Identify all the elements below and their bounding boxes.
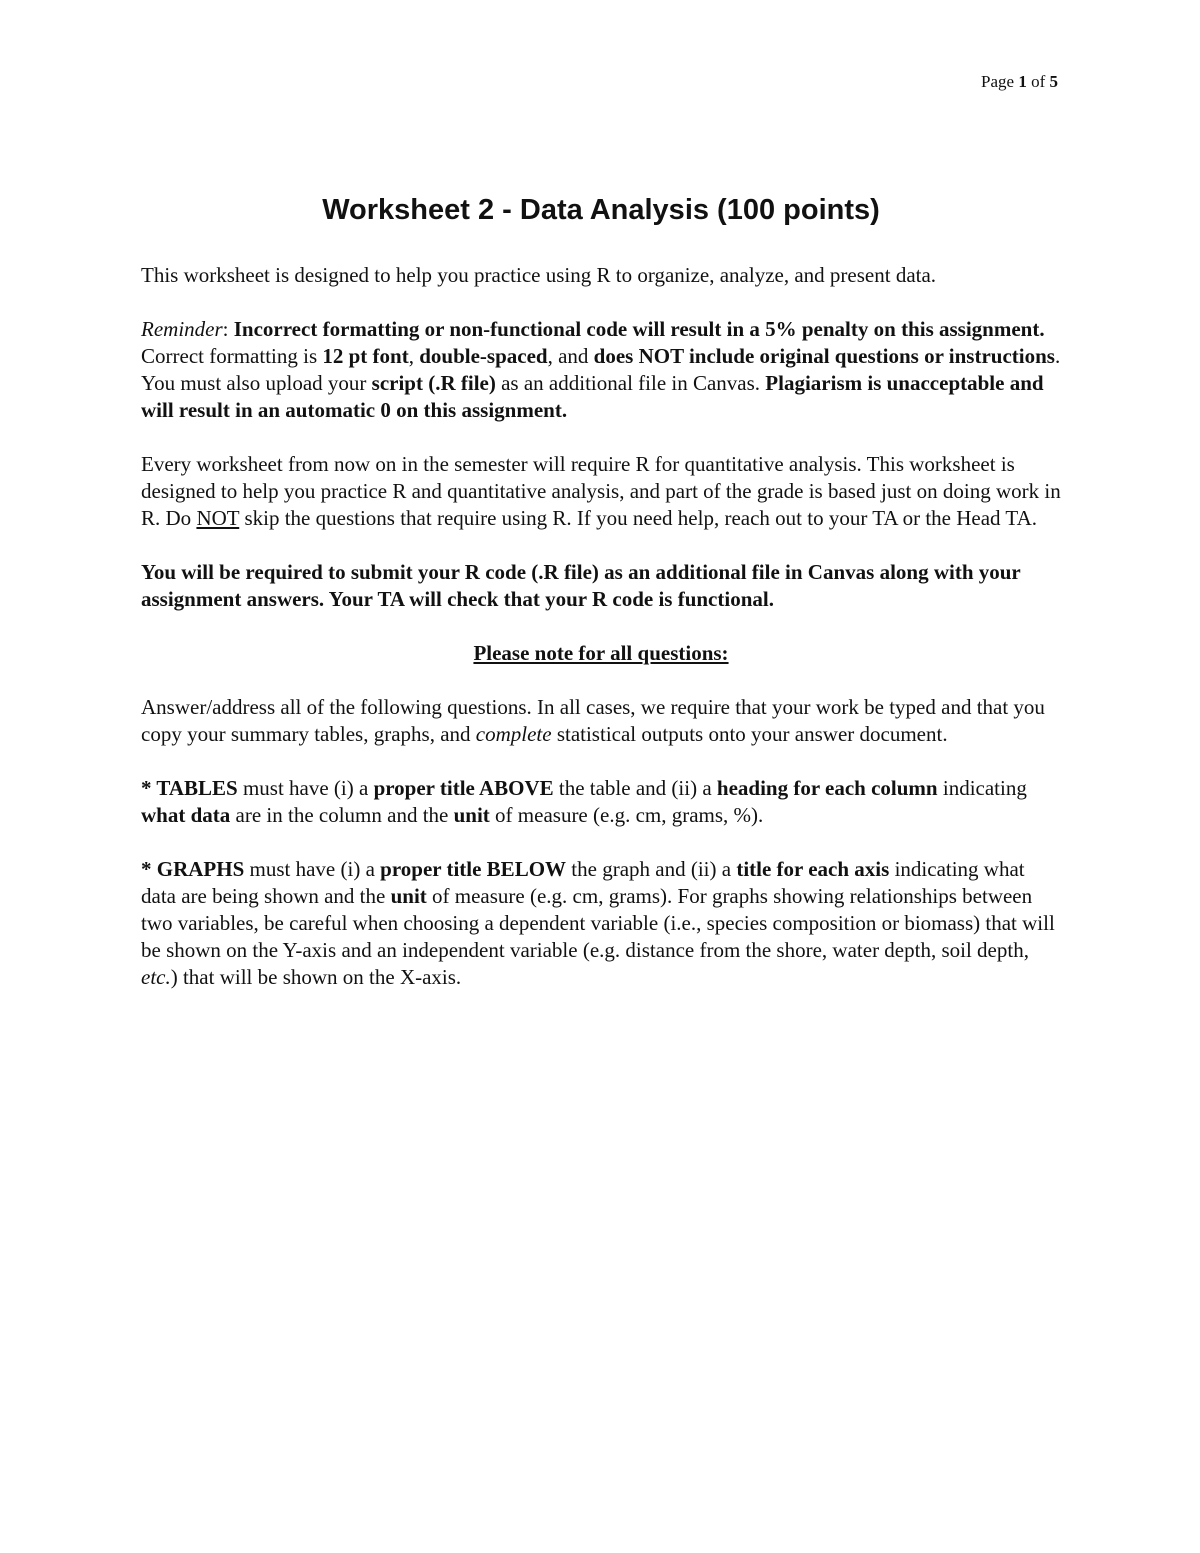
submit-notice: You will be required to submit your R code (.R file) as an additional file in Canvas along with your assignment answers. Your TA will check that your R code is functional. [141, 560, 1021, 611]
graphs-requirements: * GRAPHS must have (i) a proper title BELOW the graph and (ii) a title for each axis indicating what data are being shown and the unit of measure (e.g. cm, grams). For graphs showing relationships between two variables, be careful when choosing a dependent variable (i.e., species composition or biomass) that will be shown on the Y-axis and an independent variable (e.g. distance from the shore, water depth, soil depth, etc.) that will be shown on the X-axis. [141, 857, 1055, 989]
reminder-paragraph: Reminder: Incorrect formatting or non-functional code will result in a 5% penalty on this assignment. Correct formatting is 12 pt font, double-spaced, and does NOT include original questions or instructions. You must also upload your script (.R file) as an additional file in Canvas. Plagiarism is unacceptable and will result in an automatic 0 on this assignment. [141, 317, 1061, 422]
intro-paragraph: This worksheet is designed to help you practice using R to organize, analyze, and present data. [141, 263, 937, 287]
answer-paragraph: Answer/address all of the following questions. In all cases, we require that your work be typed and that you copy your summary tables, graphs, and complete statistical outputs onto your answer document. [141, 695, 1045, 746]
document-body [141, 190, 1061, 1018]
page-title: Worksheet 2 - Data Analysis (100 points) [322, 194, 880, 226]
every-worksheet-paragraph: Every worksheet from now on in the semester will require R for quantitative analysis. This worksheet is designed to help you practice R and quantitative analysis, and part of the grade is based just on doing work in R. Do NOT skip the questions that require using R. If you need help, reach out to your TA or the Head TA. [141, 452, 1061, 530]
note-heading: Please note for all questions: [473, 641, 729, 665]
tables-requirements: * TABLES must have (i) a proper title ABOVE the table and (ii) a heading for each column indicating what data are in the column and the unit of measure (e.g. cm, grams, %). [141, 776, 1027, 827]
page-number: Page 1 of 5 [981, 72, 1058, 91]
